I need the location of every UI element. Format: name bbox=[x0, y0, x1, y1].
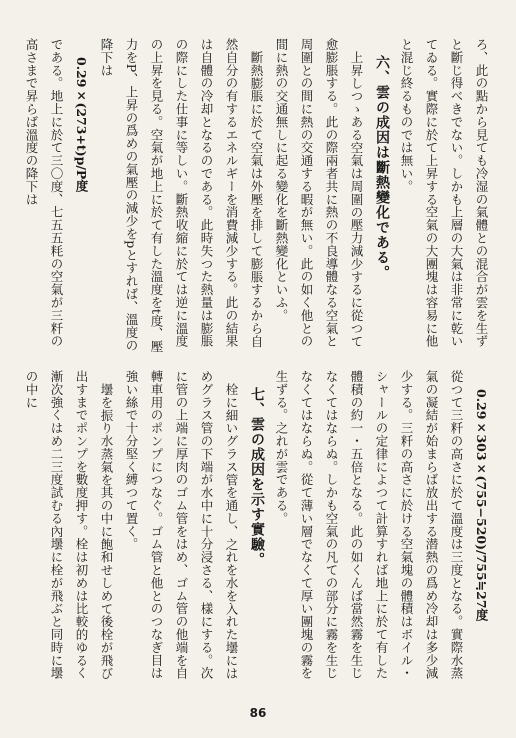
formula-calculation: 0.29×303×(755−520)/755≒27度 bbox=[474, 388, 489, 621]
paragraph-example: である。地上に於て三〇度、七五五粍の空氣が三粁の高さまで昇らば溫度の降下は bbox=[24, 38, 64, 348]
paragraph-expansion: 斷熱膨脹に於て空氣は外壓を排して膨脹するから自然自分の有するエネルギーを消費減少する。此の結果は自體の冷却となるのである。此時失つた熱量は膨脹の際にした仕事に等しい。斷熱收縮に於ては逆に溫度の上昇を見る。空氣が地上に於て有した溫度をt度、壓力をP、上昇の爲めの氣壓の減少をpとすれば、溫度の降下は bbox=[99, 38, 264, 354]
paragraph-adiabatic: 上昇しつゝある空氣は周圍の壓力減少するに從つて愈膨脹する。此の際兩者共に熱の不良導體なる空氣と周圍との間に熱の交通する暇が無い。此の如く他との間に熱の交通無しに起る變化を斷熱變化といふ。 bbox=[274, 38, 364, 348]
text-column-top bbox=[24, 38, 494, 356]
page-number: 86 bbox=[249, 706, 267, 720]
paragraph-result: 從つて三粁の高さに於て溫度は三度となる。實際水蒸氣の凝結が始まらば放出する潜熱の爲め冷却は多少減少する。三粁の高さに於ける空氣塊の體積はボイル・シャールの定律によつて計算すれば地上に於て有した體積の約一・五倍となる。此の如くんば當然霧を生じなくてはならぬ。しかも空氣の凡ての部分に霧を生じなくてはならぬ。從て薄い層でなくて厚い團塊の霧を生ずる。之れが雲である。 bbox=[274, 370, 464, 680]
formula-temperature-drop: 0.29×(273+t)p/P度 bbox=[74, 56, 89, 192]
paragraph-experiment-setup: 栓に細いグラス管を通し、之れを水を入れた壜にはめグラス管の下端が水中に十分浸さる、樣にする。次に管の上端に厚肉のゴム管をはめ、ゴム管の他端を自轉車用のポンプにつなぐ。ゴム管と他とのつなぎ目は強い絲で十分堅く縛つて置く。 bbox=[124, 370, 239, 680]
paragraph-continuation: ろ、此の點から見ても冷湿の氣體との混合が雲を生ずと斷じ得べきでない。しかも上層の大氣は非常に乾いてゐる。實際に於て上昇する空氣の大團塊は容易に他と混じ終るものでは無い。 bbox=[399, 38, 489, 348]
section-heading-7: 七、雲の成因を示す實驗。 bbox=[249, 386, 265, 567]
paragraph-experiment-procedure: 壜を振り水蒸氣を其の中に飽和せしめて後栓が飛び出すまでポンプを數度押す。栓は初めは比較的ゆるく漸次強くはめ二三度試むる內壜に栓が飛ぶと同時に壜の中に bbox=[24, 370, 114, 680]
section-heading-6: 六、雲の成因は斷熱變化である。 bbox=[374, 54, 390, 280]
text-column-bottom bbox=[24, 370, 494, 688]
